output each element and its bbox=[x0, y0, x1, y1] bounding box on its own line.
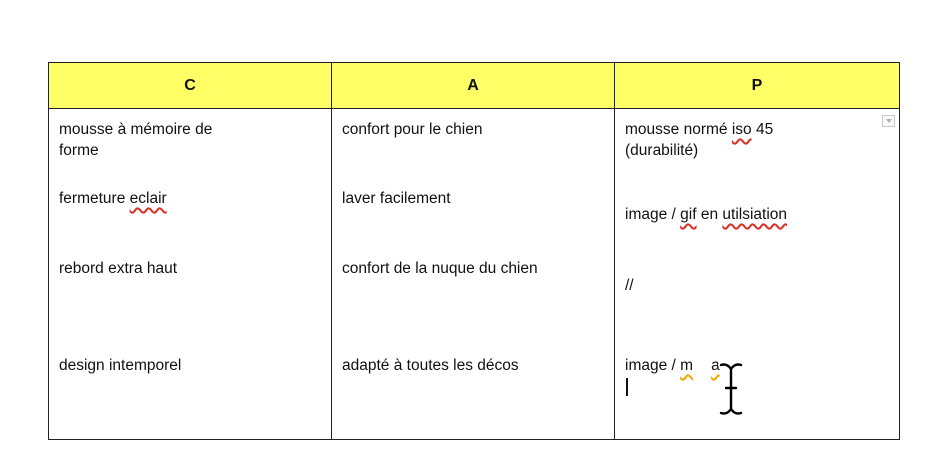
cell-a[interactable] bbox=[332, 109, 615, 440]
p-word-image-2: image / bbox=[625, 357, 676, 374]
p-word-gif-misspelled: gif bbox=[680, 206, 697, 223]
a-line-4: adapté à toutes les décos bbox=[342, 357, 519, 374]
p-word-partial-end: a bbox=[711, 357, 720, 374]
dropdown-arrow-icon[interactable] bbox=[882, 115, 895, 127]
cell-c[interactable] bbox=[49, 109, 332, 440]
p-line-3 bbox=[625, 204, 787, 225]
header-label-p: P bbox=[751, 76, 763, 94]
cell-p-content bbox=[615, 109, 899, 439]
a-line-1: confort pour le chien bbox=[342, 121, 483, 138]
p-word-utilsiation-misspelled: utilsiation bbox=[722, 206, 788, 223]
c-line-1: mousse à mémoire de bbox=[59, 121, 213, 138]
body-row bbox=[49, 109, 900, 440]
ibeam-cursor-icon bbox=[718, 361, 744, 417]
header-label-a: A bbox=[467, 76, 479, 94]
p-line-1 bbox=[625, 119, 773, 140]
p-word-45: 45 bbox=[755, 121, 774, 138]
c-line-2: forme bbox=[59, 142, 99, 159]
a-line-2: laver facilement bbox=[342, 190, 451, 207]
cell-a-content bbox=[332, 109, 614, 439]
text-caret bbox=[626, 378, 628, 396]
header-cell-p[interactable] bbox=[615, 63, 900, 109]
capa-table bbox=[48, 62, 900, 440]
c-word-fermeture: fermeture bbox=[59, 190, 126, 207]
p-word-partial-start: m bbox=[680, 357, 694, 374]
c-line-5: design intemporel bbox=[59, 357, 182, 374]
cell-p[interactable] bbox=[615, 109, 900, 440]
p-line-4: // bbox=[625, 277, 634, 294]
p-word-mousse-norme: mousse normé bbox=[625, 121, 728, 138]
p-word-partial-flagged bbox=[680, 357, 720, 374]
header-label-c: C bbox=[184, 76, 196, 94]
header-row bbox=[49, 63, 900, 109]
cell-c-content bbox=[49, 109, 331, 439]
c-word-eclair-misspelled: eclair bbox=[129, 190, 167, 207]
p-word-image: image / bbox=[625, 206, 676, 223]
p-line-5 bbox=[625, 355, 720, 376]
c-line-4: rebord extra haut bbox=[59, 260, 178, 277]
p-word-iso-misspelled: iso bbox=[731, 121, 752, 138]
c-line-3 bbox=[59, 188, 167, 209]
a-line-3: confort de la nuque du chien bbox=[342, 260, 538, 277]
p-line-2: (durabilité) bbox=[625, 142, 699, 159]
header-cell-c[interactable] bbox=[49, 63, 332, 109]
p-word-en: en bbox=[700, 206, 719, 223]
header-cell-a[interactable] bbox=[332, 63, 615, 109]
